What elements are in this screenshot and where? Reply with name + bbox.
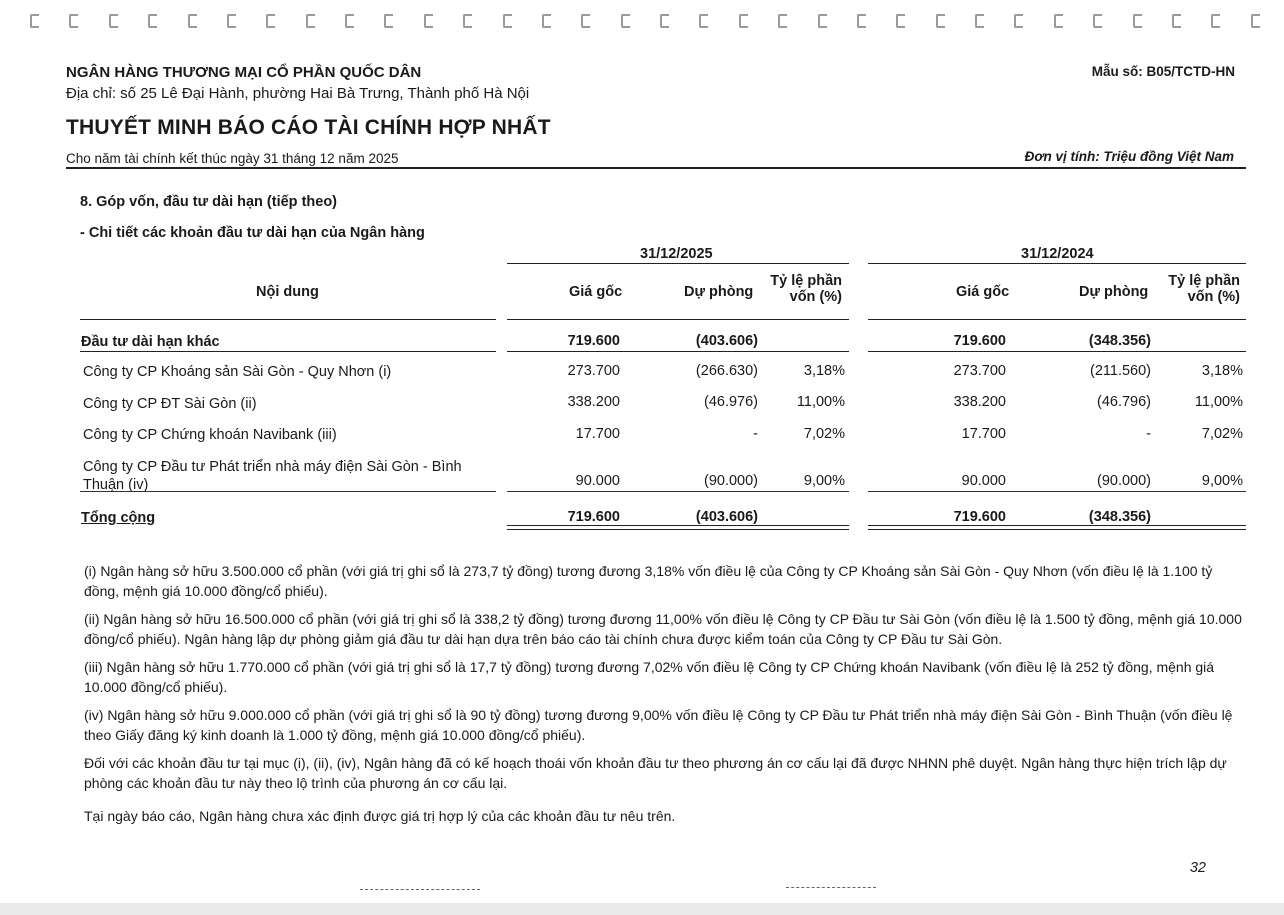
cell-ratio-2025: 11,00% xyxy=(796,394,845,410)
binding-ring xyxy=(188,14,197,28)
cell-ratio-2024: 3,18% xyxy=(1201,363,1243,379)
binding-ring xyxy=(1093,14,1102,28)
binding-ring xyxy=(69,14,78,28)
column-header-ratio-2025 xyxy=(760,273,842,305)
period-header-2025: 31/12/2025 xyxy=(640,246,713,262)
binding-ring xyxy=(109,14,118,28)
header-rule-content xyxy=(80,319,496,320)
cell-cost-2025: 90.000 xyxy=(575,473,620,489)
cell-provision-2025: - xyxy=(753,426,758,442)
column-header-cost-2025: Giá gốc xyxy=(569,284,623,300)
binding-ring xyxy=(345,14,354,28)
binding-ring xyxy=(148,14,157,28)
total-cost-2024: 719.600 xyxy=(953,509,1006,525)
binding-ring xyxy=(463,14,472,28)
total-provision-2024: (348.356) xyxy=(1088,509,1151,525)
ratio-header-line1: Tỷ lệ phần xyxy=(1168,273,1240,289)
binding-ring xyxy=(818,14,827,28)
total-rule-2025-a xyxy=(507,525,849,526)
note-iv: (iv) Ngân hàng sở hữu 9.000.000 cổ phần (với giá trị ghi sổ là 90 tỷ đồng) tương đương 9,00% vốn điều lệ Công ty CP Đầu tư Phát triển nhà máy điện Sài Gòn - Bình Thuận (vốn điều lệ theo Giấy đăng ký kinh doanh là 1.000 tỷ đồng, mệnh giá 10.000 đồng/cổ phiếu). xyxy=(84,707,1233,743)
cell-cost-2025: 273.700 xyxy=(567,363,620,379)
binding-ring xyxy=(503,14,512,28)
row-label: Đầu tư dài hạn khác xyxy=(81,334,220,350)
row-rule-2025 xyxy=(507,491,849,492)
spiral-binding xyxy=(30,10,1260,32)
cell-provision-2024: (90.000) xyxy=(1096,473,1151,489)
signature-mark xyxy=(360,889,480,890)
bank-name: NGÂN HÀNG THƯƠNG MẠI CỔ PHẦN QUỐC DÂN xyxy=(66,64,422,81)
cell-provision-2024: (211.560) xyxy=(1090,363,1151,379)
binding-ring xyxy=(1054,14,1063,28)
cell-provision-2025: (266.630) xyxy=(695,363,758,379)
header-divider xyxy=(66,167,1246,169)
note-fair-value: Tại ngày báo cáo, Ngân hàng chưa xác định được giá trị hợp lý của các khoản đầu tư nêu trên. xyxy=(84,808,676,824)
row-label-line1: Công ty CP Đầu tư Phát triển nhà máy điện Sài Gòn - Bình xyxy=(83,459,462,475)
row-label-line2: Thuận (iv) xyxy=(83,477,149,493)
page-number: 32 xyxy=(1189,860,1206,876)
cell-ratio-2025: 7,02% xyxy=(803,426,845,442)
total-label: Tổng cộng xyxy=(81,510,156,526)
binding-ring xyxy=(306,14,315,28)
document-title: THUYẾT MINH BÁO CÁO TÀI CHÍNH HỢP NHẤT xyxy=(66,116,551,139)
binding-ring xyxy=(699,14,708,28)
binding-ring xyxy=(1172,14,1181,28)
cell-cost-2025: 719.600 xyxy=(567,333,620,349)
form-number: Mẫu số: B05/TCTD-HN xyxy=(1091,64,1235,79)
cell-cost-2024: 273.700 xyxy=(953,363,1006,379)
cell-cost-2025: 17.700 xyxy=(575,426,620,442)
binding-ring xyxy=(1014,14,1023,28)
row-label-multiline xyxy=(83,458,462,494)
row-rule-2025 xyxy=(507,351,849,352)
binding-ring xyxy=(1251,14,1260,28)
row-label: Công ty CP ĐT Sài Gòn (ii) xyxy=(83,396,257,412)
cell-provision-2024: - xyxy=(1146,426,1151,442)
binding-ring xyxy=(778,14,787,28)
total-provision-2025: (403.606) xyxy=(695,509,758,525)
binding-ring xyxy=(30,14,39,28)
row-rule-2024 xyxy=(868,351,1246,352)
binding-ring xyxy=(857,14,866,28)
header-rule-2024 xyxy=(868,319,1246,320)
period-header-2024: 31/12/2024 xyxy=(1021,246,1094,262)
binding-ring xyxy=(739,14,748,28)
binding-ring xyxy=(975,14,984,28)
cell-cost-2024: 338.200 xyxy=(953,394,1006,410)
bank-address: Địa chỉ: số 25 Lê Đại Hành, phường Hai Bà Trưng, Thành phố Hà Nội xyxy=(66,85,530,102)
column-header-provision-2024: Dự phòng xyxy=(1079,284,1149,300)
binding-ring xyxy=(660,14,669,28)
signature-mark xyxy=(786,887,876,888)
ratio-header-line2: vốn (%) xyxy=(789,289,842,305)
binding-ring xyxy=(896,14,905,28)
cell-provision-2025: (90.000) xyxy=(703,473,758,489)
binding-ring xyxy=(1133,14,1142,28)
cell-ratio-2024: 9,00% xyxy=(1201,473,1243,489)
binding-ring xyxy=(266,14,275,28)
reporting-period: Cho năm tài chính kết thúc ngày 31 tháng 12 năm 2025 xyxy=(66,151,399,166)
row-rule-content xyxy=(80,351,496,352)
binding-ring xyxy=(621,14,630,28)
ratio-header-line1: Tỷ lệ phần xyxy=(770,273,842,289)
section-subtitle: - Chi tiết các khoản đầu tư dài hạn của Ngân hàng xyxy=(80,225,425,241)
section-title: 8. Góp vốn, đầu tư dài hạn (tiếp theo) xyxy=(80,194,337,210)
period-rule-2024 xyxy=(868,263,1246,264)
investment-notes xyxy=(84,562,1244,836)
binding-ring xyxy=(1211,14,1220,28)
column-header-cost-2024: Giá gốc xyxy=(956,284,1010,300)
column-header-ratio-2024 xyxy=(1158,273,1240,305)
cell-provision-2024: (348.356) xyxy=(1088,333,1151,349)
note-divestment: Đối với các khoản đầu tư tại mục (i), (ii), (iv), Ngân hàng đã có kế hoạch thoái vốn khoản đầu tư theo phương án cơ cấu lại đã được NHNN phê duyệt. Ngân hàng thực hiện trích lập dự phòng các khoản đầu tư này theo lộ trình của phương án cơ cấu lại. xyxy=(84,755,1227,791)
total-rule-2024-a xyxy=(868,525,1246,526)
cell-ratio-2024: 11,00% xyxy=(1194,394,1243,410)
total-rule-2024-b xyxy=(868,529,1246,530)
binding-ring xyxy=(424,14,433,28)
note-ii: (ii) Ngân hàng sở hữu 16.500.000 cổ phần (với giá trị ghi sổ là 338,2 tỷ đồng) tương đương 11,00% vốn điều lệ Công ty CP Đầu tư Sài Gòn (vốn điều lệ là 1.500 tỷ đồng, mệnh giá 10.000 đồng/cổ phiếu). Ngân hàng lập dự phòng giảm giá đầu tư dài hạn dựa trên báo cáo tài chính chưa được kiểm toán của Công ty CP Đầu tư Sài Gòn. xyxy=(84,611,1242,647)
row-rule-2024 xyxy=(868,491,1246,492)
cell-provision-2025: (46.976) xyxy=(703,394,758,410)
cell-cost-2024: 90.000 xyxy=(961,473,1006,489)
note-iii: (iii) Ngân hàng sở hữu 1.770.000 cổ phần (với giá trị ghi sổ là 17,7 tỷ đồng) tương đương 7,02% vốn điều lệ Công ty CP Chứng khoán Navibank (vốn điều lệ là 252 tỷ đồng, mệnh giá 10.000 đồng/cổ phiếu). xyxy=(84,659,1215,695)
cell-cost-2024: 17.700 xyxy=(961,426,1006,442)
cell-cost-2024: 719.600 xyxy=(953,333,1006,349)
binding-ring xyxy=(936,14,945,28)
column-header-content: Nội dung xyxy=(256,284,319,300)
cell-ratio-2025: 3,18% xyxy=(803,363,845,379)
ratio-header-line2: vốn (%) xyxy=(1187,289,1240,305)
currency-unit: Đơn vị tính: Triệu đồng Việt Nam xyxy=(1024,149,1234,164)
total-cost-2025: 719.600 xyxy=(567,509,620,525)
binding-ring xyxy=(384,14,393,28)
binding-ring xyxy=(227,14,236,28)
cell-ratio-2024: 7,02% xyxy=(1201,426,1243,442)
column-header-provision-2025: Dự phòng xyxy=(684,284,754,300)
row-rule-content xyxy=(80,491,496,492)
row-label: Công ty CP Khoáng sản Sài Gòn - Quy Nhơn (i) xyxy=(83,364,392,380)
binding-ring xyxy=(581,14,590,28)
header-rule-2025 xyxy=(507,319,849,320)
cell-provision-2024: (46.796) xyxy=(1096,394,1151,410)
row-label: Công ty CP Chứng khoán Navibank (iii) xyxy=(83,427,337,443)
cell-ratio-2025: 9,00% xyxy=(803,473,845,489)
note-i: (i) Ngân hàng sở hữu 3.500.000 cổ phần (với giá trị ghi sổ là 273,7 tỷ đồng) tương đương 3,18% vốn điều lệ của Công ty CP Khoáng sản Sài Gòn - Quy Nhơn (vốn điều lệ là 1.100 tỷ đồng, mệnh giá 10.000 đồng/cổ phiếu). xyxy=(84,563,1213,599)
period-rule-2025 xyxy=(507,263,849,264)
cell-cost-2025: 338.200 xyxy=(567,394,620,410)
total-rule-2025-b xyxy=(507,529,849,530)
binding-ring xyxy=(542,14,551,28)
cell-provision-2025: (403.606) xyxy=(695,333,758,349)
